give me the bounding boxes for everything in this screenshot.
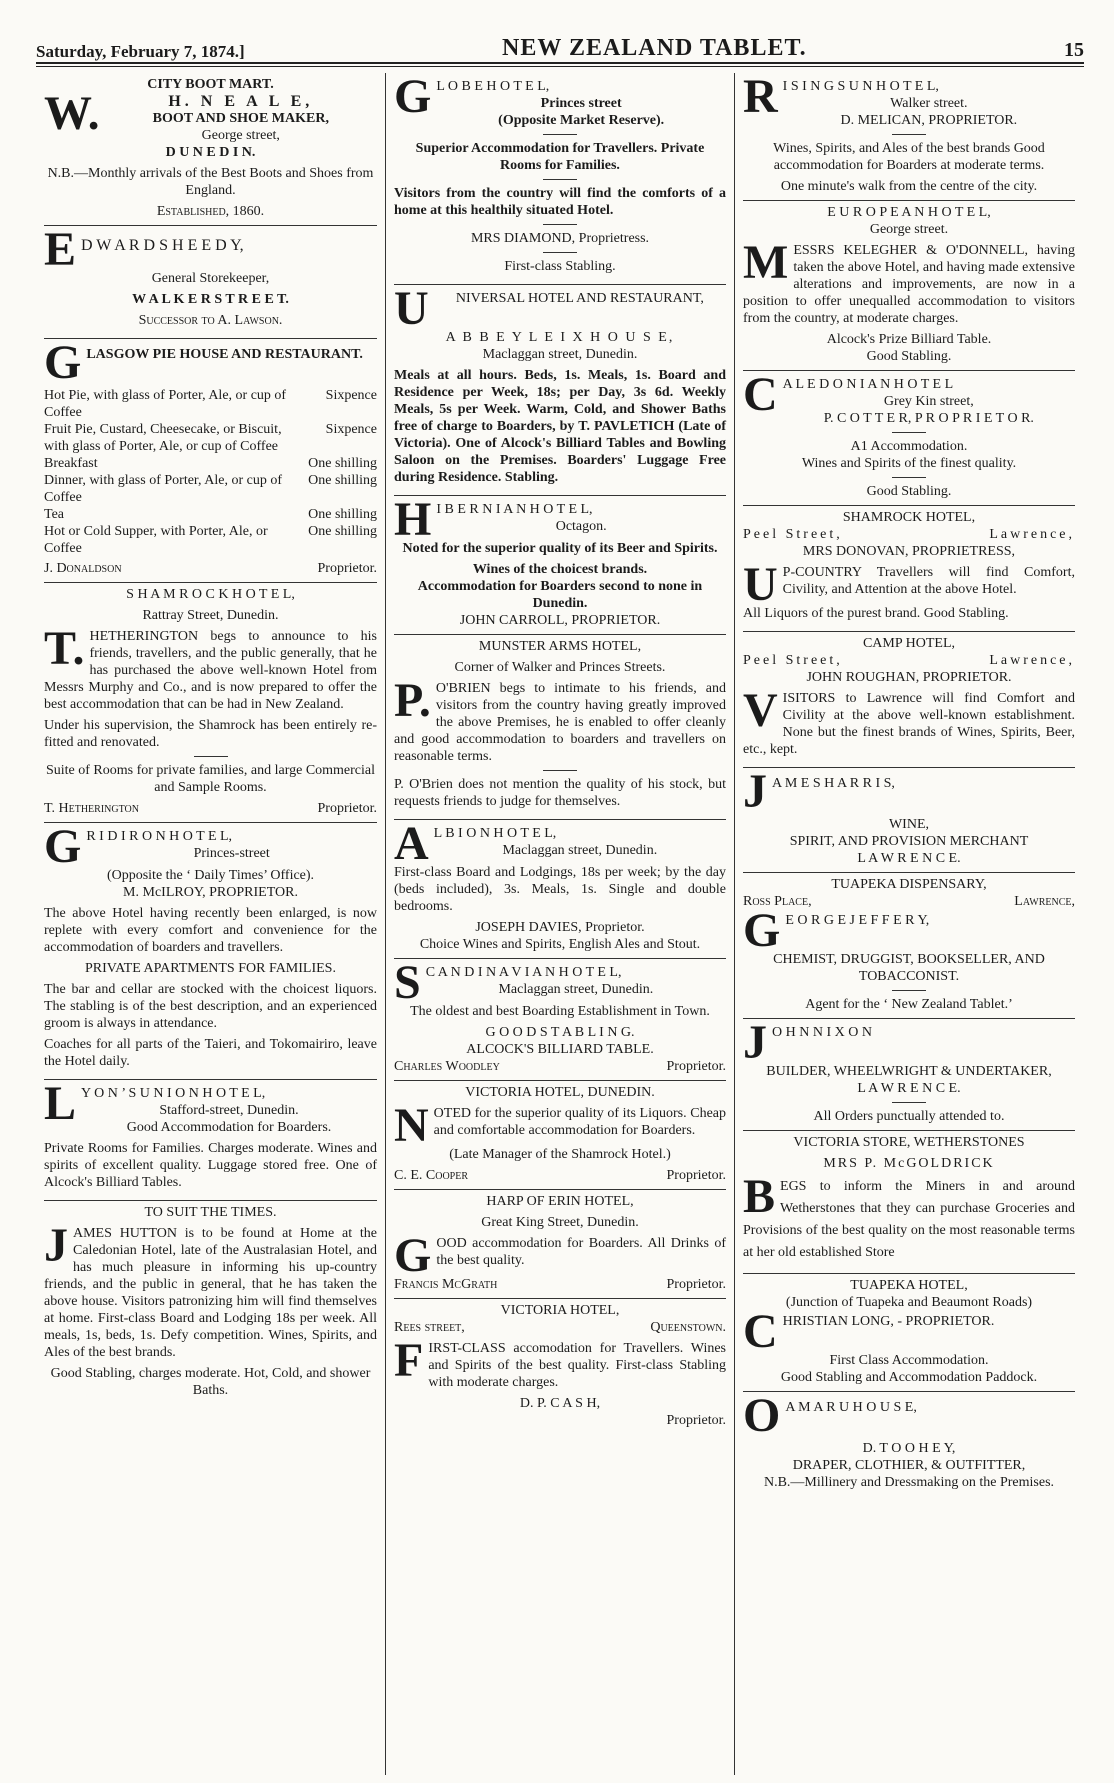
ad-text: Private Rooms for Families. Charges moderate. Wines and spirits of excellent quality. Luggage stored free. One of Alcock's Billiard Tables. (44, 1141, 377, 1190)
ad-shamrock-hotel-lawrence (743, 506, 1075, 632)
ad-line: W A L K E R S T R E E T. (132, 292, 289, 307)
proprietor: Francis McGrath (394, 1277, 498, 1292)
ad-line: MRS DONOVAN, PROPRIETRESS, (802, 544, 1016, 559)
menu-price: Sixpence (325, 388, 377, 403)
ad-text: Good Stabling, charges moderate. Hot, Cold, and shower Baths. (50, 1366, 371, 1398)
ad-heading: HARP OF ERIN HOTEL, (486, 1194, 634, 1209)
drop-initial: U (394, 282, 429, 335)
drop-initial: J (44, 1219, 68, 1272)
ad-line: D. T O O H E Y, (862, 1441, 956, 1456)
ad-text: The bar and cellar are stocked with the choicest liquors. The stabling is of the best description, and an experienced groom is always in attendance. (44, 982, 377, 1031)
drop-initial: C (743, 368, 778, 421)
ad-line: Good Accommodation for Boarders. (126, 1120, 332, 1135)
price-row (44, 523, 377, 557)
ad-text: Meals at all hours. Beds, 1s. Meals, 1s. Board and Residence per Week, 18s; per Day, 3s 6d. Weekly Meals, 5s per Week. Warm, Cold, and Shower Baths free of charge to Boarders, by T. PAVLETICH (Late of Victoria). One of Alcock's Billiard Tables and Bowling Saloon on the Premises. Boarders' Luggage Free during Residence. Stabling. (394, 368, 726, 485)
masthead (36, 24, 1084, 64)
drop-initial: V (743, 684, 778, 737)
ad-name: A L E D O N I A N H O T E L (782, 377, 954, 392)
ad-line: L A W R E N C E. (857, 851, 961, 866)
ad-line: JOHN ROUGHAN, PROPRIETOR. (806, 670, 1012, 685)
price-row (44, 421, 377, 455)
ad-name: Y O N ’ S U N I O N H O T E L, (81, 1086, 266, 1101)
drop-initial: M (743, 236, 789, 289)
menu-item: Breakfast (44, 456, 98, 471)
ad-glasgow-pie-house (44, 336, 377, 583)
ad-line: Corner of Walker and Princes Streets. (454, 660, 666, 675)
ad-shamrock-hotel (44, 583, 377, 823)
ad-line: Rees street, (394, 1320, 465, 1335)
ad-rising-sun-hotel (743, 73, 1075, 201)
ad-harp-of-erin-hotel (394, 1190, 726, 1299)
ad-text: Wines of the choicest brands. (472, 562, 648, 577)
ad-name: R I D I R O N H O T E L, (86, 829, 233, 844)
menu-price: One shilling (308, 524, 377, 539)
proprietor-title: Proprietor. (666, 1059, 726, 1074)
price-row (44, 506, 377, 523)
ad-text: Visitors from the country will find the comforts of a home at this healthily situated Hotel. (394, 186, 726, 218)
ad-victoria-hotel-queenstown (394, 1299, 726, 1434)
ad-line: Lawrence, (989, 527, 1075, 542)
ad-text: First Class Accommodation. (829, 1353, 989, 1368)
proprietor: T. Hetherington (44, 801, 139, 816)
ad-line: Successor to A. Lawson. (138, 313, 283, 328)
ad-sheedy (44, 223, 377, 339)
ad-line: Great King Street, Dunedin. (481, 1215, 639, 1230)
ad-subheading: PRIVATE APARTMENTS FOR FAMILIES. (85, 961, 336, 976)
ad-text: Wines, Spirits, and Ales of the best brands Good accommodation for Boarders at moderate terms. (773, 141, 1045, 173)
ad-name: NIVERSAL HOTEL AND RESTAURANT, (455, 291, 704, 306)
ad-gridiron-hotel (44, 820, 377, 1080)
ad-heading: VICTORIA STORE, WETHERSTONES (793, 1135, 1025, 1150)
column-3 (734, 73, 1083, 1775)
ad-heading: CITY BOOT MART. (147, 77, 274, 92)
ad-line: Princes-street (193, 846, 270, 861)
price-list (44, 383, 377, 557)
ad-john-nixon (743, 1016, 1075, 1131)
drop-initial: G (743, 904, 781, 957)
ad-line: D U N E D I N. (165, 145, 256, 160)
ad-text: One minute's walk from the centre of the city. (780, 179, 1038, 194)
ad-text: IRST-CLASS accomodation for Travellers. Wines and Spirits of the best quality. First-class Stabling with moderate charges. (428, 1341, 726, 1390)
ad-line: Stafford-street, Dunedin. (159, 1103, 299, 1118)
drop-initial: A (394, 817, 429, 870)
ad-text: P-COUNTRY Travellers will find Comfort, Civility, and Attention at the above Hotel. (782, 565, 1075, 597)
ad-line: MRS P. McGOLDRICK (823, 1156, 995, 1171)
ad-line: WINE, (888, 817, 930, 832)
ad-text: Choice Wines and Spirits, English Ales and Stout. (419, 937, 701, 952)
price-row (44, 455, 377, 472)
ad-name: E O R G E J E F F E R Y, (785, 913, 930, 928)
ad-text: (Late Manager of the Shamrock Hotel.) (449, 1147, 671, 1162)
ad-text: A1 Accommodation. (850, 439, 968, 454)
ad-munster-arms-hotel (394, 635, 726, 820)
proprietor: C. E. Cooper (394, 1168, 469, 1183)
drop-initial: P. (394, 674, 431, 727)
ad-albion-hotel (394, 817, 726, 959)
ad-name: I B E R N I A N H O T E L, (436, 502, 593, 517)
ad-universal-hotel (394, 282, 726, 496)
proprietor: JOSEPH DAVIES, Proprietor. (475, 920, 645, 935)
drop-initial: F (394, 1334, 424, 1387)
ad-european-hotel (743, 201, 1075, 371)
ad-name: I S I N G S U N H O T E L, (782, 79, 939, 94)
proprietor-title: Proprietor. (666, 1168, 726, 1183)
ad-oamaru-house (743, 1389, 1075, 1496)
ad-line: BOOT AND SHOE MAKER, (152, 111, 329, 126)
ad-text: N.B.—Monthly arrivals of the Best Boots and Shoes from England. (47, 166, 374, 198)
menu-item: Hot or Cold Supper, with Porter, Ale, or Coffee (44, 524, 268, 556)
ad-text: Superior Accommodation for Travellers. Private Rooms for Families. (415, 141, 705, 173)
drop-initial: H (394, 493, 432, 546)
ad-text: Good Stabling. (866, 484, 952, 499)
proprietor: D. P. C A S H, (519, 1396, 601, 1411)
drop-initial: L (44, 1077, 77, 1130)
ad-line: Lawrence, (989, 653, 1075, 668)
ad-caledonian-hotel (743, 368, 1075, 506)
ad-text: EGS to inform the Miners in and around Wetherstones that they can purchase Groceries and Provisions of the best quality on the most reasonable terms at her old established Store (743, 1179, 1075, 1260)
ad-lyons-union-hotel (44, 1077, 377, 1201)
ad-line: Queenstown. (650, 1320, 726, 1335)
ad-name: D W A R D S H E E D Y, (81, 237, 244, 254)
menu-item: Dinner, with glass of Porter, Ale, or cup of Coffee (44, 473, 282, 505)
ad-line: D. MELICAN, PROPRIETOR. (840, 113, 1018, 128)
ad-line: All Orders punctually attended to. (813, 1109, 1005, 1124)
ad-text: Accommodation for Boarders second to none in Dunedin. (417, 579, 703, 611)
proprietor-title: Proprietor. (317, 561, 377, 576)
menu-item: Fruit Pie, Custard, Cheesecake, or Biscuit, with glass of Porter, Ale, or cup of Coffee (44, 422, 282, 454)
ad-text: O'BRIEN begs to intimate to his friends, and visitors from the country having greatly improved the above Premises, he is enabled to offer cleanly and good accommodation to boarders and travellers on reasonable terms. (394, 681, 726, 764)
ad-hibernian-hotel (394, 493, 726, 635)
drop-initial: S (394, 956, 421, 1009)
ad-scandinavian-hotel (394, 956, 726, 1081)
ad-name: HRISTIAN LONG, - PROPRIETOR. (782, 1314, 995, 1329)
menu-item: Tea (44, 507, 65, 522)
ad-text: OTED for the superior quality of its Liquors. Cheap and comfortable accommodation for Boarders. (433, 1106, 726, 1138)
ad-text: Noted for the superior quality of its Beer and Spirits. (402, 541, 718, 556)
drop-initial: U (743, 558, 778, 611)
ad-line: Established, 1860. (156, 204, 265, 219)
ad-heading: TO SUIT THE TIMES. (144, 1205, 277, 1220)
drop-initial: B (743, 1170, 776, 1223)
ad-line: CHEMIST, DRUGGIST, BOOKSELLER, AND TOBACCONIST. (773, 952, 1045, 984)
ad-line: SPIRIT, AND PROVISION MERCHANT (789, 834, 1029, 849)
ad-name: C A N D I N A V I A N H O T E L, (425, 965, 622, 980)
masthead-rule (36, 66, 1084, 67)
drop-initial: G (44, 820, 82, 873)
proprietor: J. Donaldson (44, 561, 122, 576)
ad-line: George street, (201, 128, 280, 143)
ad-text: Alcock's Prize Billiard Table. (826, 332, 992, 347)
ad-text: N.B.—Millinery and Dressmaking on the Premises. (763, 1475, 1055, 1490)
ad-james-harris (743, 765, 1075, 873)
ad-heading: TUAPEKA DISPENSARY, (831, 877, 987, 892)
drop-initial: G (44, 336, 82, 389)
price-row (44, 387, 377, 421)
menu-item: Hot Pie, with glass of Porter, Ale, or cup of Coffee (44, 388, 287, 420)
ad-heading: VICTORIA HOTEL, (500, 1303, 620, 1318)
menu-price: One shilling (308, 456, 377, 471)
ad-heading: CAMP HOTEL, (862, 636, 956, 651)
columns (36, 73, 1084, 1775)
ad-line: (Opposite Market Reserve). (498, 113, 665, 128)
proprietor-title: Proprietor. (666, 1413, 726, 1428)
ad-line: General Storekeeper, (151, 271, 270, 286)
ad-text: Suite of Rooms for private families, and large Commercial and Sample Rooms. (45, 763, 376, 795)
drop-initial: O (743, 1389, 781, 1442)
ad-heading: TUAPEKA HOTEL, (850, 1278, 968, 1293)
newspaper-title: NEW ZEALAND TABLET. (502, 35, 807, 61)
ad-heading: VICTORIA HOTEL, DUNEDIN. (465, 1085, 655, 1100)
ad-globe-hotel (394, 73, 726, 285)
ad-text: ESSRS KELEGHER & O'DONNELL, having taken the above Hotel, and having made extensive alterations and improvements, are now in a position to offer unequalled accommodation to visitors from the country, at moderate charges. (743, 243, 1075, 326)
drop-initial: R (743, 73, 778, 123)
ad-city-boot-mart (44, 73, 377, 226)
issue-date: Saturday, February 7, 1874.] (36, 42, 245, 61)
ad-text: HETHERINGTON begs to announce to his friends, travellers, and the public generally, that he has purchased the above well-known Hotel from Messrs Murphy and Co., and is now prepared to offer the best accommodation that can be had in New Zealand. (44, 629, 377, 712)
ad-text: The oldest and best Boarding Establishment in Town. (410, 1004, 710, 1019)
ad-text: Under his supervision, the Shamrock has been entirely re-fitted and renovated. (44, 718, 377, 750)
ad-line: ALCOCK'S BILLIARD TABLE. (466, 1042, 654, 1057)
drop-initial: C (743, 1305, 778, 1358)
column-1 (36, 73, 385, 1775)
ad-line: George street. (869, 222, 949, 237)
proprietor: MRS DIAMOND, Proprietress. (470, 231, 650, 246)
ad-text: First-class Stabling. (504, 259, 616, 274)
proprietor: JOHN CARROLL, PROPRIETOR. (459, 613, 661, 628)
ad-text: The above Hotel having recently been enlarged, is now replete with every comfort and convenience for the accommodation of boarders and travellers. (44, 906, 377, 955)
ad-victoria-hotel-dunedin (394, 1081, 726, 1190)
ad-line: Maclaggan street, Dunedin. (502, 843, 658, 858)
ad-line: Peel Street, (743, 653, 843, 668)
drop-initial: W. (44, 87, 100, 140)
ad-name: LASGOW PIE HOUSE AND RESTAURANT. (86, 347, 363, 362)
proprietor-title: Proprietor. (666, 1277, 726, 1292)
proprietor: Charles Woodley (394, 1059, 500, 1074)
ad-line: P. C O T T E R, P R O P R I E T O R. (823, 411, 1034, 426)
ad-line: M. McILROY, PROPRIETOR. (123, 885, 298, 900)
drop-initial: G (394, 1229, 432, 1282)
menu-price: One shilling (308, 473, 377, 488)
ad-text: P. O'Brien does not mention the quality of his stock, but requests friends to judge for themselves. (394, 777, 726, 809)
ad-tuapeka-dispensary (743, 873, 1075, 1019)
drop-initial: G (394, 73, 432, 123)
ad-line: Rattray Street, Dunedin. (142, 608, 279, 623)
ad-line: G O O D S T A B L I N G. (485, 1025, 635, 1040)
ad-heading: E U R O P E A N H O T E L, (827, 205, 991, 220)
ad-text: Wines and Spirits of the finest quality. (801, 456, 1017, 471)
menu-price: Sixpence (325, 422, 377, 437)
price-row (44, 472, 377, 506)
ad-text: AMES HUTTON is to be found at Home at the Caledonian Hotel, late of the Australasian Hotel, and has much pleasure in informing his up-country friends, and the public in general, that he has taken the above house. Visitors patronizing him will find themselves at home. First-class Board and Lodging 18s per week. All meals, 1s, beds, 1s. Defy competition. Wines, Spirits, and Ales of the best brands. (44, 1226, 377, 1360)
ad-line: (Junction of Tuapeka and Beaumont Roads) (785, 1295, 1033, 1310)
drop-initial: T. (44, 622, 85, 675)
ad-text: Good Stabling and Accommodation Paddock. (780, 1370, 1038, 1385)
ad-text: ISITORS to Lawrence will find Comfort and Civility at the above well-known establishment. None but the finest brands of Wines, Spirits, Beer, etc., kept. (743, 691, 1075, 757)
ad-line: Maclaggan street, Dunedin. (498, 982, 654, 997)
ad-line: A B B E Y L E I X H O U S E, (445, 330, 675, 345)
drop-initial: N (394, 1099, 429, 1152)
ad-heading: S H A M R O C K H O T E L, (126, 587, 295, 602)
ad-line: Grey Kin street, (883, 394, 974, 409)
ad-camp-hotel (743, 632, 1075, 768)
ad-name: L B I O N H O T E L, (433, 826, 557, 841)
column-2 (385, 73, 734, 1775)
drop-initial: J (743, 1016, 767, 1069)
drop-initial: J (743, 765, 767, 818)
ad-line: DRAPER, CLOTHIER, & OUTFITTER, (792, 1458, 1026, 1473)
ad-line: Agent for the ‘ New Zealand Tablet.’ (805, 997, 1013, 1012)
ad-line: L A W R E N C E. (857, 1081, 961, 1096)
ad-line: (Opposite the ‘ Daily Times’ Office). (106, 868, 315, 883)
ad-text: OOD accommodation for Boarders. All Drinks of the best quality. (436, 1236, 726, 1268)
ad-heading: MUNSTER ARMS HOTEL, (478, 639, 642, 654)
proprietor-title: Proprietor. (317, 801, 377, 816)
ad-name: A M A R U H O U S E, (785, 1400, 917, 1415)
ad-victoria-store (743, 1131, 1075, 1274)
ad-line: Peel Street, (743, 527, 843, 542)
ad-line: Walker street. (890, 96, 968, 111)
ad-line: Princes street (540, 96, 622, 111)
ad-name: A M E S H A R R I S, (772, 776, 895, 791)
ad-name: O H N N I X O N (772, 1025, 872, 1040)
ad-name: L O B E H O T E L, (436, 79, 550, 94)
ad-line: Ross Place, (743, 894, 812, 909)
page-number: 15 (1064, 39, 1084, 61)
ad-james-hutton (44, 1201, 377, 1408)
drop-initial: E (44, 223, 77, 276)
ad-text: First-class Board and Lodgings, 18s per week; by the day (beds included), 3s. Meals, 1s. Single and double bedrooms. (394, 865, 726, 914)
ad-text: Coaches for all parts of the Taieri, and Tokomairiro, leave the Hotel daily. (44, 1037, 377, 1069)
ad-text: All Liquors of the purest brand. Good Stabling. (743, 606, 1009, 621)
ad-line: Maclaggan street, Dunedin. (482, 347, 638, 362)
menu-price: One shilling (308, 507, 377, 522)
ad-line: BUILDER, WHEELWRIGHT & UNDERTAKER, (766, 1064, 1052, 1079)
ad-line: Octagon. (555, 519, 607, 534)
ad-line: Lawrence, (1014, 894, 1075, 909)
ad-text: Good Stabling. (866, 349, 952, 364)
ad-heading: SHAMROCK HOTEL, (842, 510, 976, 525)
ad-name: H. N E A L E, (168, 93, 314, 110)
ad-tuapeka-hotel (743, 1274, 1075, 1392)
